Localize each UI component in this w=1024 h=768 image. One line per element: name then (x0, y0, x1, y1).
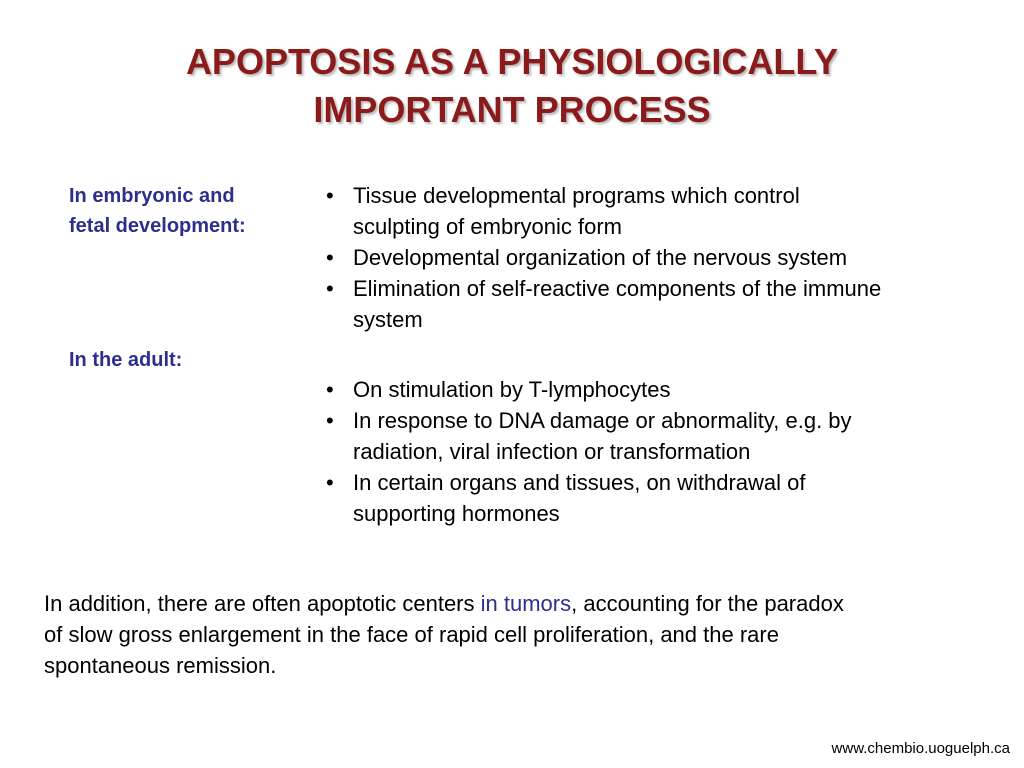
section-label-adult (69, 345, 182, 375)
source-url: www.chembio.uoguelph.ca (831, 740, 1010, 757)
list-item (324, 467, 994, 529)
list-item-text: sculpting of embryonic form (353, 214, 622, 239)
list-item-text: On stimulation by T-lymphocytes (353, 377, 671, 402)
list-item (324, 273, 994, 335)
bullet-list-adult (324, 374, 994, 529)
bullet-icon: • (326, 276, 334, 301)
footer-line-3: spontaneous remission. (44, 653, 277, 678)
list-item-text: Tissue developmental programs which control (353, 183, 800, 208)
bullet-icon: • (326, 183, 334, 208)
list-item-text: In certain organs and tissues, on withdrawal of (353, 470, 806, 495)
slide-title-line-2: IMPORTANT PROCESS (313, 89, 711, 130)
list-item (324, 405, 994, 467)
list-item-text: supporting hormones (353, 501, 560, 526)
footer-text: , accounting for the paradox (571, 591, 844, 616)
slide-title (0, 38, 1024, 134)
bullet-icon: • (326, 408, 334, 433)
slide-title-line-1: APOPTOSIS AS A PHYSIOLOGICALLY (185, 41, 839, 82)
list-item (324, 242, 994, 273)
section-label-embryonic (69, 181, 246, 241)
list-item (324, 180, 994, 242)
bullet-icon: • (326, 245, 334, 270)
footer-paragraph (44, 588, 994, 681)
section-label-line: fetal development: (69, 215, 246, 237)
bullet-icon: • (326, 470, 334, 495)
list-item (324, 374, 994, 405)
highlight-in-tumors: in tumors (480, 591, 572, 616)
bullet-list-embryonic (324, 180, 994, 335)
bullet-icon: • (326, 377, 334, 402)
list-item-text: system (353, 307, 423, 332)
footer-line-1 (44, 588, 994, 619)
list-item-text: Developmental organization of the nervous system (353, 245, 848, 270)
list-item-text: In response to DNA damage or abnormality, e.g. by (353, 408, 852, 433)
list-item-text: Elimination of self-reactive components of the immune (353, 276, 882, 301)
footer-line-2: of slow gross enlargement in the face of rapid cell proliferation, and the rare (44, 622, 779, 647)
section-label-line: In embryonic and (69, 185, 235, 207)
section-label-line: In the adult: (69, 349, 183, 371)
footer-text: In addition, there are often apoptotic centers (44, 591, 481, 616)
list-item-text: radiation, viral infection or transformation (353, 439, 751, 464)
